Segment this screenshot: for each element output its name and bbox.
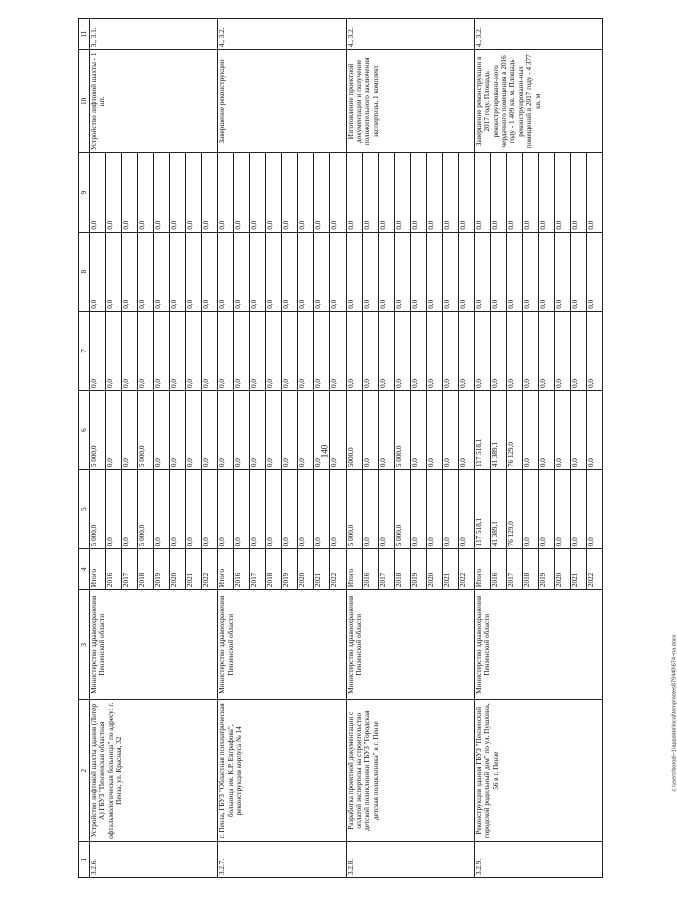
value-cell: 0,0 — [458, 311, 474, 390]
value-cell: 0,0 — [506, 311, 522, 390]
value-cell: 5 000,0 — [394, 470, 410, 549]
value-cell: 0,0 — [378, 470, 394, 549]
year-cell: Итого — [218, 549, 234, 590]
value-cell: 0,0 — [154, 232, 170, 311]
value-cell: 0,0 — [426, 311, 442, 390]
value-cell: 5 000,0 — [346, 470, 362, 549]
value-cell: 0,0 — [394, 311, 410, 390]
value-cell: 0,0 — [474, 311, 490, 390]
value-cell: 0,0 — [218, 153, 234, 232]
value-cell: 117 518,1 — [474, 390, 490, 469]
year-cell: 2018 — [522, 549, 538, 590]
value-cell: 0,0 — [250, 153, 266, 232]
header-cell: 1 — [79, 842, 90, 878]
value-cell: 0,0 — [266, 153, 282, 232]
value-cell: 0,0 — [202, 232, 218, 311]
value-cell: 0,0 — [442, 153, 458, 232]
value-cell: 0,0 — [426, 153, 442, 232]
year-cell: 2018 — [394, 549, 410, 590]
value-cell: 0,0 — [538, 311, 554, 390]
value-cell: 0,0 — [202, 470, 218, 549]
value-cell: 0,0 — [202, 311, 218, 390]
value-cell: 0,0 — [90, 153, 106, 232]
year-cell: 2022 — [458, 549, 474, 590]
value-cell: 0,0 — [570, 470, 586, 549]
value-cell: 0,0 — [186, 153, 202, 232]
year-cell: 2017 — [122, 549, 138, 590]
value-cell: 0,0 — [346, 232, 362, 311]
value-cell: 0,0 — [154, 470, 170, 549]
value-cell: 0,0 — [218, 390, 234, 469]
value-cell: 0,0 — [298, 390, 314, 469]
value-cell: 0,0 — [154, 153, 170, 232]
value-cell: 0,0 — [282, 153, 298, 232]
value-cell: 0,0 — [362, 232, 378, 311]
table-rotated-wrapper — [78, 18, 603, 878]
year-cell: Итого — [90, 549, 106, 590]
value-cell: 5 000,0 — [138, 390, 154, 469]
value-cell: 0,0 — [346, 311, 362, 390]
file-path-footer: c:\users\borodi~1\appdata\local\temp\notes879440\674~na.docx — [671, 634, 677, 792]
value-cell: 0,0 — [490, 153, 506, 232]
value-cell: 0,0 — [314, 232, 330, 311]
value-cell: 0,0 — [410, 232, 426, 311]
value-cell: 0,0 — [474, 153, 490, 232]
value-cell: 0,0 — [106, 311, 122, 390]
year-cell: 2019 — [154, 549, 170, 590]
value-cell: 0,0 — [122, 470, 138, 549]
value-cell: 0,0 — [122, 311, 138, 390]
value-cell: 0,0 — [586, 470, 602, 549]
value-cell: 0,0 — [458, 390, 474, 469]
value-cell: 0,0 — [378, 311, 394, 390]
value-cell: 0,0 — [154, 311, 170, 390]
value-cell: 0,0 — [426, 232, 442, 311]
value-cell: 0,0 — [266, 470, 282, 549]
value-cell: 0,0 — [522, 232, 538, 311]
value-cell: 0,0 — [330, 470, 346, 549]
value-cell: 0,0 — [186, 311, 202, 390]
expected-result-cell: Устройство лифтовой шахты - 1 шт. — [90, 50, 218, 153]
header-row — [79, 19, 90, 878]
table-row — [346, 19, 362, 878]
year-cell: 2017 — [506, 549, 522, 590]
value-cell: 0,0 — [170, 470, 186, 549]
value-cell: 0,0 — [442, 390, 458, 469]
value-cell: 0,0 — [442, 470, 458, 549]
year-cell: 2016 — [490, 549, 506, 590]
value-cell: 0,0 — [554, 390, 570, 469]
value-cell: 0,0 — [394, 232, 410, 311]
value-cell: 0,0 — [106, 390, 122, 469]
value-cell: 0,0 — [490, 311, 506, 390]
value-cell: 0,0 — [378, 153, 394, 232]
row-number-cell: 3.2.6. — [90, 842, 218, 878]
year-cell: 2020 — [554, 549, 570, 590]
value-cell: 0,0 — [362, 153, 378, 232]
value-cell: 0,0 — [554, 232, 570, 311]
value-cell: 0,0 — [522, 153, 538, 232]
value-cell: 0,0 — [394, 153, 410, 232]
header-cell: 11 — [79, 19, 90, 50]
value-cell: 0,0 — [218, 311, 234, 390]
value-cell: 0,0 — [330, 390, 346, 469]
value-cell: 0,0 — [314, 390, 330, 469]
value-cell: 0,0 — [442, 232, 458, 311]
value-cell: 0,0 — [506, 232, 522, 311]
value-cell: 5 000,0 — [90, 470, 106, 549]
header-cell: 6 — [79, 390, 90, 469]
value-cell: 0,0 — [122, 232, 138, 311]
value-cell: 0,0 — [554, 311, 570, 390]
header-cell: 9 — [79, 153, 90, 232]
value-cell: 5000,0 — [346, 390, 362, 469]
value-cell: 0,0 — [218, 232, 234, 311]
value-cell: 5 000,0 — [90, 390, 106, 469]
year-cell: 2022 — [586, 549, 602, 590]
value-cell: 0,0 — [570, 390, 586, 469]
value-cell: 0,0 — [474, 232, 490, 311]
value-cell: 0,0 — [554, 153, 570, 232]
year-cell: 2022 — [330, 549, 346, 590]
value-cell: 5 000,0 — [394, 390, 410, 469]
value-cell: 0,0 — [250, 232, 266, 311]
table-body — [90, 19, 603, 878]
year-cell: 2019 — [538, 549, 554, 590]
value-cell: 76 129,0 — [506, 390, 522, 469]
value-cell: 0,0 — [90, 311, 106, 390]
table-row — [90, 19, 106, 878]
value-cell: 0,0 — [458, 470, 474, 549]
header-cell: 4 — [79, 549, 90, 590]
value-cell: 0,0 — [282, 390, 298, 469]
year-cell: 2020 — [170, 549, 186, 590]
expected-result-cell: Завершение реконструкции — [218, 50, 346, 153]
value-cell: 0,0 — [538, 470, 554, 549]
header-cell: 8 — [79, 232, 90, 311]
year-cell: 2021 — [570, 549, 586, 590]
value-cell: 0,0 — [282, 311, 298, 390]
row-number-cell: 3.2.9. — [474, 842, 602, 878]
value-cell: 0,0 — [298, 311, 314, 390]
expected-result-cell: Изготовление проектной документации и получение положительного заключения экспертизы, 1 комплект — [346, 50, 474, 153]
page-number: 140 — [319, 444, 330, 459]
activity-name-cell: Устройство лифтовой шахты здания (Литер А) ГБУЗ "Пензенская областная офтальмологическая больница" по адресу: г. Пенза, ул. Красная, 32 — [90, 700, 218, 842]
indicator-link-cell: 3., 3.1. — [90, 19, 218, 50]
executor-cell: Министерство здравоохранения Пензенской области — [218, 590, 346, 700]
value-cell: 0,0 — [410, 390, 426, 469]
value-cell: 0,0 — [170, 390, 186, 469]
value-cell: 0,0 — [234, 390, 250, 469]
value-cell: 0,0 — [586, 232, 602, 311]
value-cell: 0,0 — [538, 390, 554, 469]
value-cell: 0,0 — [570, 232, 586, 311]
year-cell: 2016 — [362, 549, 378, 590]
value-cell: 0,0 — [506, 153, 522, 232]
indicator-link-cell: 4., 3.2. — [346, 19, 474, 50]
value-cell: 0,0 — [250, 470, 266, 549]
value-cell: 0,0 — [586, 153, 602, 232]
value-cell: 0,0 — [522, 470, 538, 549]
value-cell: 0,0 — [378, 232, 394, 311]
value-cell: 0,0 — [346, 153, 362, 232]
executor-cell: Министерство здравоохранения Пензенской области — [346, 590, 474, 700]
header-cell: 10 — [79, 50, 90, 153]
value-cell: 0,0 — [138, 153, 154, 232]
value-cell: 0,0 — [90, 232, 106, 311]
value-cell: 0,0 — [522, 390, 538, 469]
value-cell: 0,0 — [410, 311, 426, 390]
value-cell: 0,0 — [586, 390, 602, 469]
value-cell: 117 518,1 — [474, 470, 490, 549]
value-cell: 0,0 — [250, 390, 266, 469]
value-cell: 0,0 — [538, 232, 554, 311]
year-cell: 2020 — [298, 549, 314, 590]
value-cell: 0,0 — [570, 311, 586, 390]
year-cell: 2019 — [410, 549, 426, 590]
value-cell: 0,0 — [234, 470, 250, 549]
year-cell: 2022 — [202, 549, 218, 590]
year-cell: 2017 — [250, 549, 266, 590]
year-cell: 2016 — [106, 549, 122, 590]
value-cell: 0,0 — [202, 390, 218, 469]
activity-name-cell: Реконструкция здания ГБУЗ "Пензенский городской родильный дом" по ул. Пушкина, 56 в г. Пензе — [474, 700, 602, 842]
value-cell: 0,0 — [298, 470, 314, 549]
value-cell: 0,0 — [234, 232, 250, 311]
year-cell: 2020 — [426, 549, 442, 590]
value-cell: 0,0 — [490, 232, 506, 311]
value-cell: 0,0 — [314, 470, 330, 549]
value-cell: 0,0 — [282, 470, 298, 549]
value-cell: 0,0 — [106, 470, 122, 549]
value-cell: 0,0 — [570, 153, 586, 232]
value-cell: 0,0 — [138, 311, 154, 390]
year-cell: 2021 — [314, 549, 330, 590]
value-cell: 0,0 — [154, 390, 170, 469]
value-cell: 41 389,1 — [490, 390, 506, 469]
value-cell: 0,0 — [106, 232, 122, 311]
table-row — [474, 19, 490, 878]
value-cell: 0,0 — [170, 153, 186, 232]
value-cell: 76 129,0 — [506, 470, 522, 549]
value-cell: 0,0 — [410, 153, 426, 232]
executor-cell: Министерство здравоохранения Пензенской области — [474, 590, 602, 700]
year-cell: 2019 — [282, 549, 298, 590]
header-cell: 7 — [79, 311, 90, 390]
value-cell: 0,0 — [426, 470, 442, 549]
value-cell: 0,0 — [186, 390, 202, 469]
value-cell: 0,0 — [138, 232, 154, 311]
value-cell: 0,0 — [250, 311, 266, 390]
header-cell: 3 — [79, 590, 90, 700]
year-cell: 2017 — [378, 549, 394, 590]
value-cell: 0,0 — [106, 153, 122, 232]
value-cell: 41 389,1 — [490, 470, 506, 549]
value-cell: 0,0 — [522, 311, 538, 390]
header-cell: 2 — [79, 700, 90, 842]
value-cell: 0,0 — [458, 232, 474, 311]
indicator-link-cell: 4., 3.2. — [474, 19, 602, 50]
value-cell: 0,0 — [202, 153, 218, 232]
executor-cell: Министерство здравоохранения Пензенской области — [90, 590, 218, 700]
activity-name-cell: Разработка проектной документации с оплатой экспертизы на строительство детской поликлиники ГБУЗ "Городская детская поликлиника" в г. Пензе — [346, 700, 474, 842]
value-cell: 0,0 — [298, 153, 314, 232]
value-cell: 0,0 — [122, 390, 138, 469]
value-cell: 0,0 — [314, 311, 330, 390]
budget-table — [78, 18, 603, 878]
value-cell: 0,0 — [362, 470, 378, 549]
value-cell: 0,0 — [170, 232, 186, 311]
row-number-cell: 3.2.7. — [218, 842, 346, 878]
value-cell: 0,0 — [426, 390, 442, 469]
value-cell: 0,0 — [410, 470, 426, 549]
table-row — [218, 19, 234, 878]
value-cell: 0,0 — [234, 153, 250, 232]
value-cell: 0,0 — [186, 232, 202, 311]
value-cell: 0,0 — [266, 390, 282, 469]
header-cell: 5 — [79, 470, 90, 549]
value-cell: 0,0 — [266, 311, 282, 390]
value-cell: 0,0 — [458, 153, 474, 232]
row-number-cell: 3.2.8. — [346, 842, 474, 878]
value-cell: 0,0 — [122, 153, 138, 232]
value-cell: 0,0 — [170, 311, 186, 390]
value-cell: 0,0 — [378, 390, 394, 469]
value-cell: 0,0 — [298, 232, 314, 311]
value-cell: 0,0 — [362, 390, 378, 469]
value-cell: 0,0 — [586, 311, 602, 390]
value-cell: 0,0 — [234, 311, 250, 390]
year-cell: Итого — [346, 549, 362, 590]
value-cell: 0,0 — [330, 232, 346, 311]
value-cell: 0,0 — [282, 232, 298, 311]
indicator-link-cell: 4., 3.2. — [218, 19, 346, 50]
expected-result-cell: Завершение реконструкции в 2017 году. Площадь реконструировани-ного чердачного помещения в 2016 году - 1 409 кв. м. Площадь реконструировани-ных помещений в 2017 году - 4 377 кв. м — [474, 50, 602, 153]
year-cell: 2016 — [234, 549, 250, 590]
year-cell: 2021 — [442, 549, 458, 590]
value-cell: 0,0 — [442, 311, 458, 390]
year-cell: 2018 — [266, 549, 282, 590]
activity-name-cell: г. Пенза, ГБУЗ "Областная психиатрическая больница им. К.Р. Евграфова", реконструкция корпуса № 14 — [218, 700, 346, 842]
value-cell: 0,0 — [362, 311, 378, 390]
value-cell: 0,0 — [330, 311, 346, 390]
value-cell: 0,0 — [330, 153, 346, 232]
year-cell: Итого — [474, 549, 490, 590]
year-cell: 2021 — [186, 549, 202, 590]
value-cell: 0,0 — [538, 153, 554, 232]
value-cell: 0,0 — [554, 470, 570, 549]
value-cell: 0,0 — [186, 470, 202, 549]
value-cell: 0,0 — [218, 470, 234, 549]
value-cell: 0,0 — [266, 232, 282, 311]
value-cell: 5 000,0 — [138, 470, 154, 549]
year-cell: 2018 — [138, 549, 154, 590]
value-cell: 0,0 — [314, 153, 330, 232]
